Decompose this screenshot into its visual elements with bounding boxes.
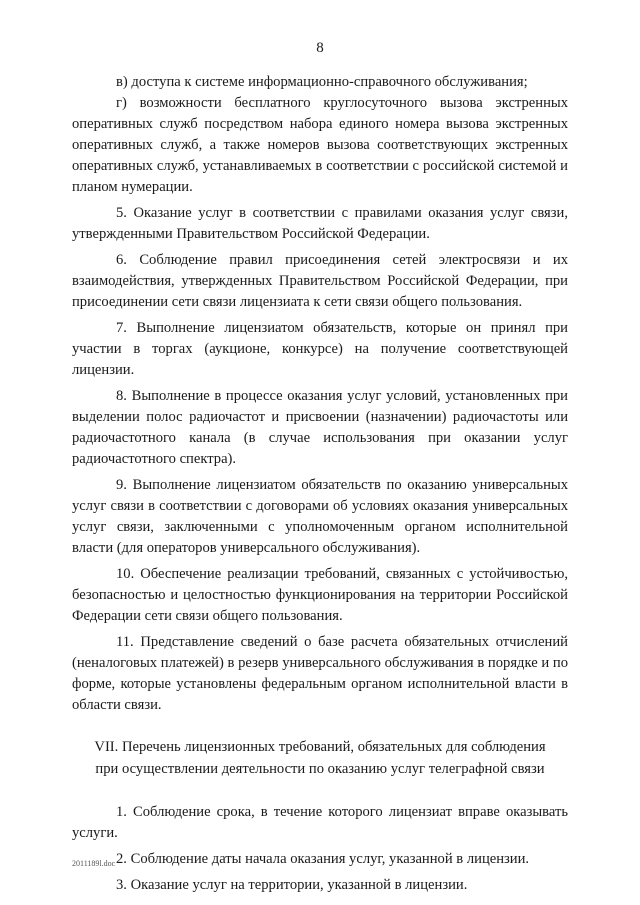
paragraph-item-9: 9. Выполнение лицензиатом обязательств по оказанию универсальных услуг связи в соответствии с договорами об условиях оказания универсальных услуг связи, заключенными с уполномоченным органом исполнительной власти (для операторов универсального обслуживания).	[72, 477, 568, 556]
section-items	[72, 802, 568, 896]
paragraph-item-8: 8. Выполнение в процессе оказания услуг условий, установленных при выделении полос радиочастот и присвоении (назначении) радиочастоты или радиочастотного канала (в случае использования при оказании услуг радиочастотного спектра).	[72, 388, 568, 467]
section-heading-line-1: VII. Перечень лицензионных требований, обязательных для соблюдения	[94, 739, 546, 755]
paragraph-item-7: 7. Выполнение лицензиатом обязательств, которые он принял при участии в торгах (аукционе, конкурсе) на получение соответствующей лицензии.	[72, 320, 568, 378]
paragraph-item-g: г) возможности бесплатного круглосуточного вызова экстренных оперативных служб посредством набора единого номера вызова экстренных оперативных служб, а также номеров вызова соответствующих экстренных оперативных служб, устанавливаемых в соответствии с российской системой и планом нумерации.	[72, 95, 568, 195]
paragraph-item-5: 5. Оказание услуг в соответствии с правилами оказания услуг связи, утвержденными Правительством Российской Федерации.	[72, 205, 568, 242]
section-item-2: 2. Соблюдение даты начала оказания услуг, указанной в лицензии.	[116, 851, 530, 867]
paragraph-item-v: в) доступа к системе информационно-справочного обслуживания;	[116, 74, 528, 90]
section-heading-line-2: при осуществлении деятельности по оказанию услуг телеграфной связи	[95, 761, 545, 777]
paragraph-item-11: 11. Представление сведений о базе расчета обязательных отчислений (неналоговых платежей) в резерв универсального обслуживания в порядке и по форме, которые установлены федеральным органом исполнительной власти в области связи.	[72, 634, 568, 713]
footer-filename: 2011189l.doc	[72, 859, 116, 868]
section-item-1: 1. Соблюдение срока, в течение которого лицензиат вправе оказывать услуги.	[72, 804, 568, 841]
document-body	[72, 72, 568, 896]
section-item-3: 3. Оказание услуг на территории, указанной в лицензии.	[116, 877, 468, 893]
section-heading	[72, 736, 568, 780]
paragraph-item-10: 10. Обеспечение реализации требований, связанных с устойчивостью, безопасностью и целостностью функционирования на территории Российской Федерации сети связи общего пользования.	[72, 566, 568, 624]
page-number: 8	[316, 40, 324, 56]
paragraph-item-6: 6. Соблюдение правил присоединения сетей электросвязи и их взаимодействия, утвержденных Правительством Российской Федерации, при присоединении сети связи лицензиата к сети связи общего пользования.	[72, 252, 568, 310]
